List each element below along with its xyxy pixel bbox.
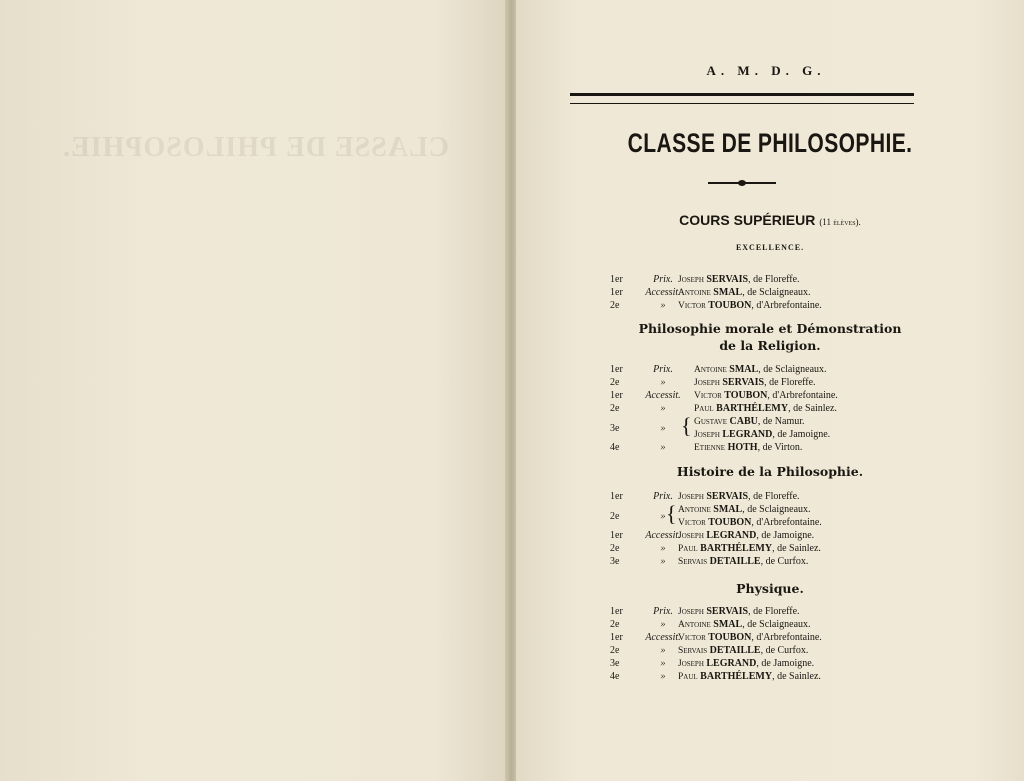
right-page: A. M. D. G. CLASSE DE PHILOSOPHIE. COURS SUPÉRIEUR (11 élèves). EXCELLENCE. 1er Prix. Joseph SERVAIS, de Floreffe. 1er Accessit. Antoine SMAL, de Sclaigneaux. 2e » Victor TOUBON, d'Arbrefontaine. Philosophie morale et Démonstration de la Religion. 1er Prix. Antoine SMAL, de Sclaigneaux. 2e » Joseph SERVAIS, de Floreffe. 1er Accessit. Victor TOUBON, d'Arbrefontaine. 2e » Paul BARTHÉLEMY, de Sainlez. 3e » { Gustave CABU, de Namur. Joseph LEGRAND, de Jamoigne. 4e » Etienne HOTH, de Virton. Histoire de la Philosophie. 1er Prix. Joseph SERVAIS, de Floreffe. 2e » { Antoine SMAL, de Sclaigneaux. Victor TOUBON, d'Arbrefontaine. 1er Accessit. Joseph LEGRAND, de Jamoigne. 2e » Paul BARTHÉLEMY, de Sainlez. 3e » Servais DETAILLE, de Curfox. Physique. 1er Prix. Joseph SERVAIS, de Floreffe. 2e » Antoine SMAL, de Sclaigneaux. 1er Accessit. Victor TOUBON, d'Arbrefontaine. 2e » Servais DETAILLE, de Curfox. 3e » Joseph LEGRAND, de Jamoigne. 4e » Paul BARTHÉLEMY, de Sainlez. [516,0,1024,781]
brace: { [666,501,677,526]
ghost-title: CLASSE DE PHILOSOPHIE. [62,132,449,163]
left-page [0,0,511,781]
bleed-through-text [0,0,511,781]
cours-heading [516,212,1024,230]
amdg-header: A. M. D. G. [706,63,826,78]
cours-count: (11 élèves). [819,217,861,227]
header-double-rule [570,93,914,104]
brace: { [681,413,692,438]
section-heading-philosophie-morale: Philosophie morale et Démonstration de la Religion. [638,321,902,353]
ornament-divider [708,180,776,186]
page-title: CLASSE DE PHILOSOPHIE. [627,128,913,158]
cours-label: COURS SUPÉRIEUR [679,212,816,228]
section-heading-physique: Physique. [736,581,804,596]
section-heading-histoire: Histoire de la Philosophie. [676,464,864,479]
section-heading-excellence: EXCELLENCE. [735,243,805,252]
